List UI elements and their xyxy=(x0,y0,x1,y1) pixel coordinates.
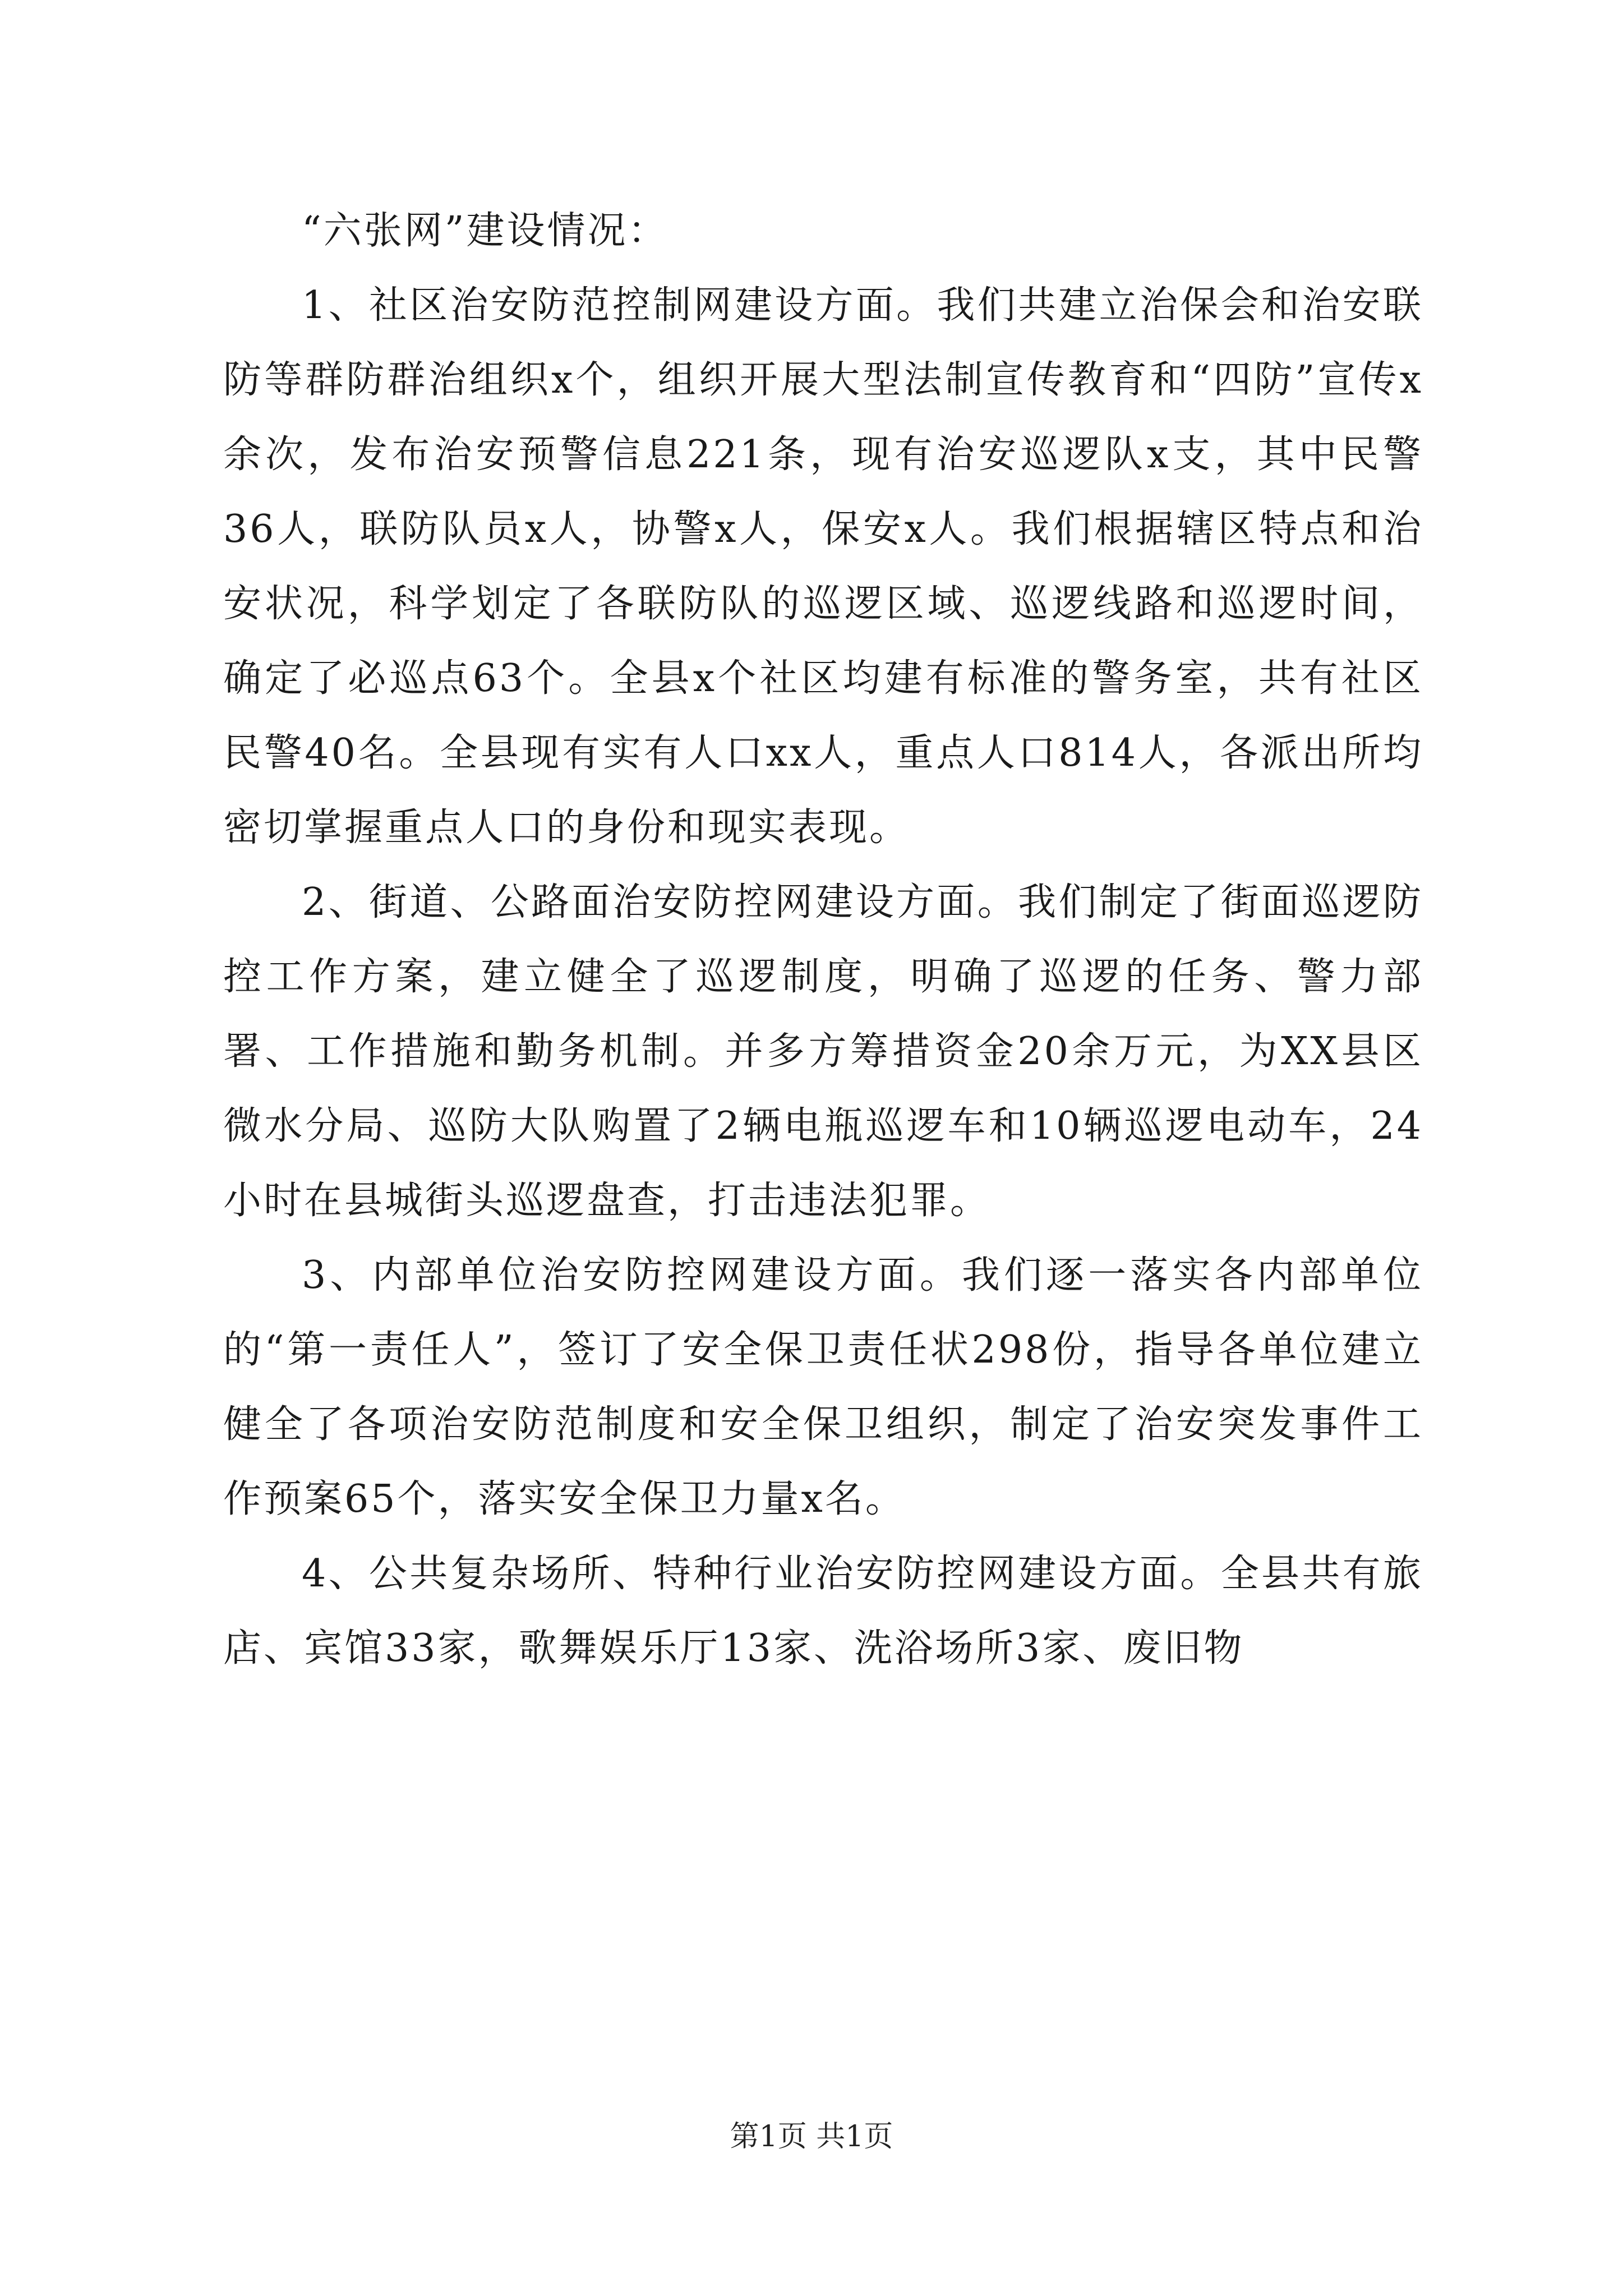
paragraph-2: 2、街道、公路面治安防控网建设方面。我们制定了街面巡逻防控工作方案，建立健全了巡逻制度，明确了巡逻的任务、警力部署、工作措施和勤务机制。并多方筹措资金20余万元，为XX县区微水分局、巡防大队购置了2辆电瓶巡逻车和10辆巡逻电动车，24小时在县城街头巡逻盘查，打击违法犯罪。 xyxy=(223,880,1423,1223)
section-heading: “六张网”建设情况： xyxy=(302,209,668,253)
paragraph-4: 4、公共复杂场所、特种行业治安防控网建设方面。全县共有旅店、宾馆33家，歌舞娱乐厅13家、洗浴场所3家、废旧物 xyxy=(223,1552,1423,1671)
paragraph-3: 3、内部单位治安防控网建设方面。我们逐一落实各内部单位的“第一责任人”，签订了安全保卫责任状298份，指导各单位建立健全了各项治安防范制度和安全保卫组织，制定了治安突发事件工作预案65个，落实安全保卫力量x名。 xyxy=(223,1253,1423,1521)
paragraph-1: 1、社区治安防范控制网建设方面。我们共建立治保会和治安联防等群防群治组织x个，组织开展大型法制宣传教育和“四防”宣传x余次，发布治安预警信息221条，现有治安巡逻队x支，其中民警36人，联防队员x人，协警x人，保安x人。我们根据辖区特点和治安状况，科学划定了各联防队的巡逻区域、巡逻线路和巡逻时间，确定了必巡点63个。全县x个社区均建有标准的警务室，共有社区民警40名。全县现有实有人口xx人，重点人口814人，各派出所均密切掌握重点人口的身份和现实表现。 xyxy=(223,283,1423,850)
page-footer: 第1页 共1页 xyxy=(730,2120,893,2154)
document-body xyxy=(223,194,1423,1686)
